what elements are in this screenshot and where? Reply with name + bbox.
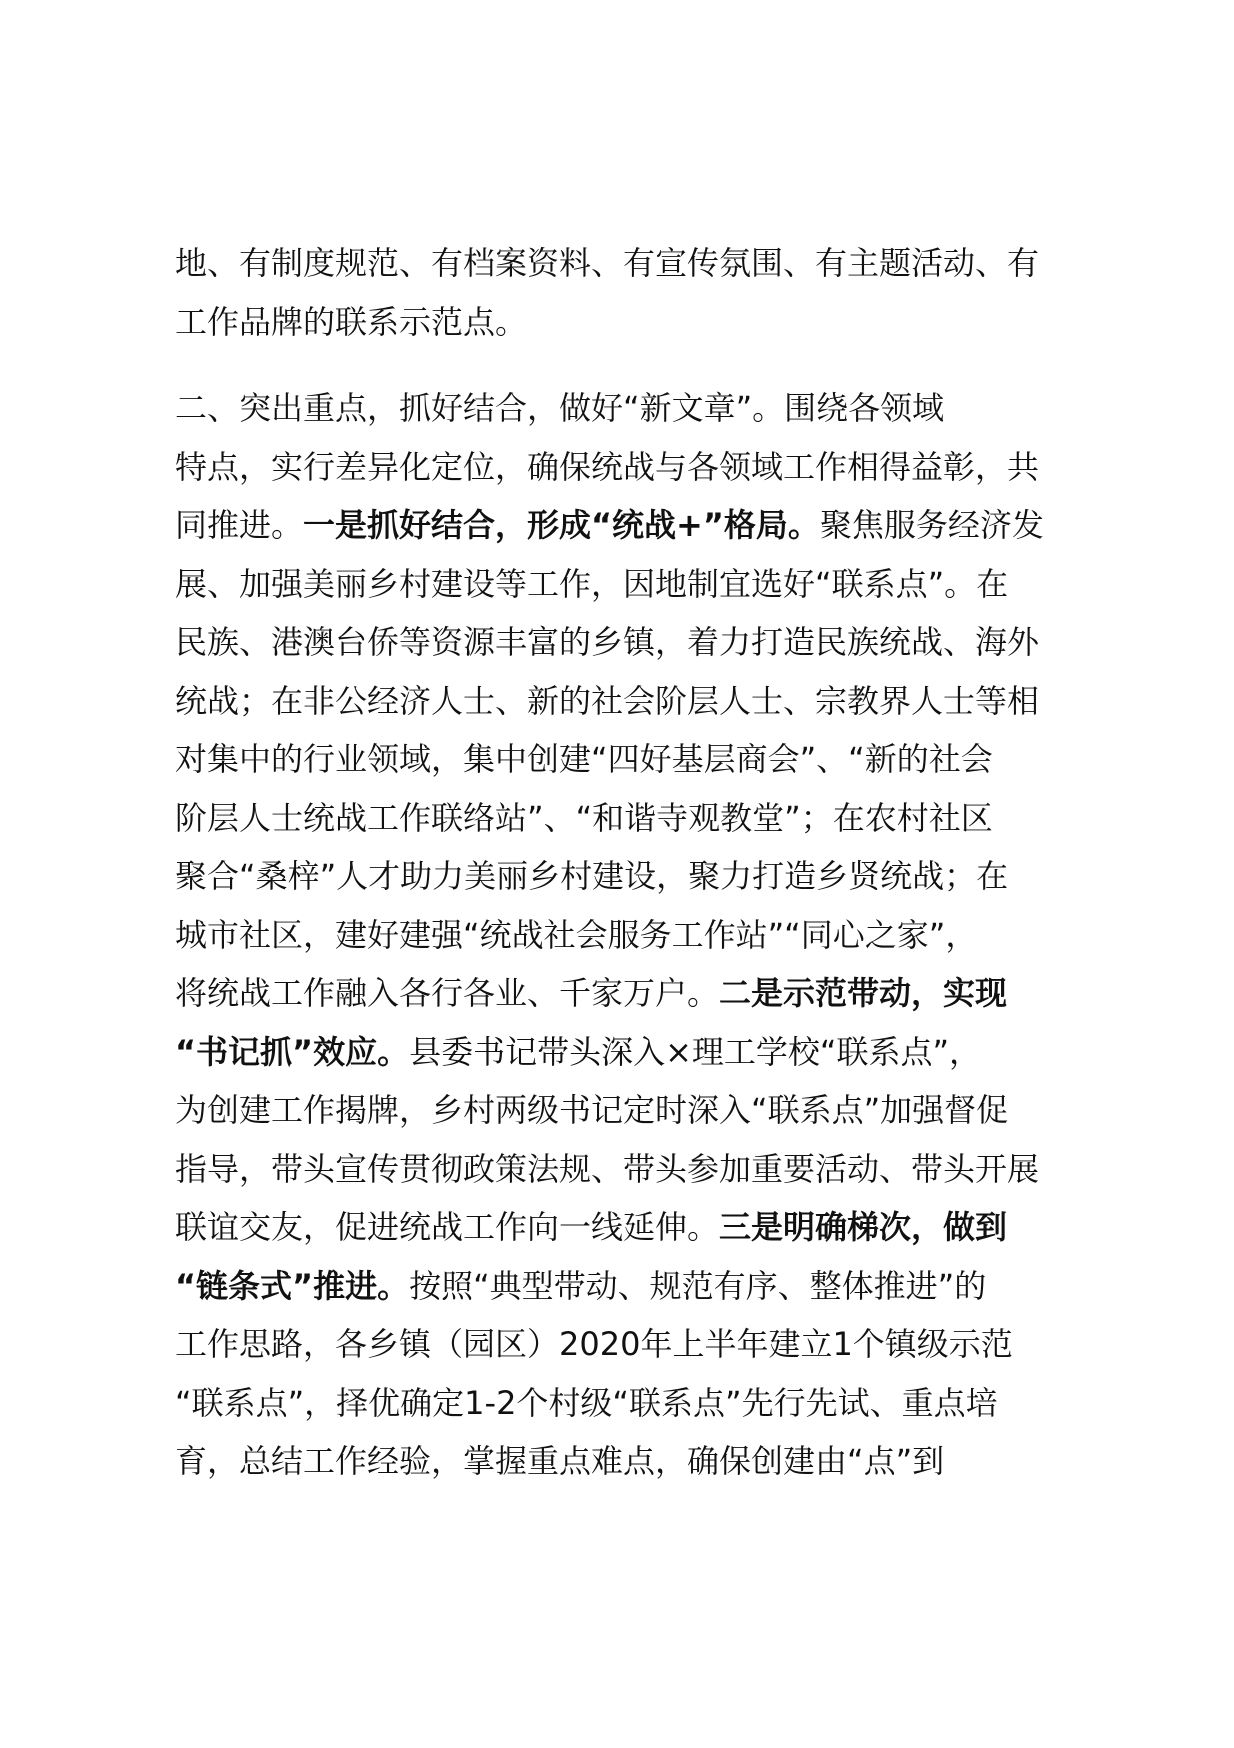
text-line <box>175 234 1085 293</box>
text-segment: 按照“典型带动、规范有序、整体推进”的 <box>409 1266 987 1305</box>
text-segment: 民族、港澳台侨等资源丰富的乡镇，着力打造民族统战、海外 <box>175 623 1040 661</box>
text-segment: 对集中的行业领域，集中创建“四好基层商会”、“新的社会 <box>175 740 993 778</box>
text-line <box>175 293 1085 352</box>
text-line <box>175 496 1085 555</box>
bold-text-segment: “书记抓”效应。 <box>175 1032 410 1071</box>
text-line <box>175 1023 1085 1082</box>
text-segment: 聚合“桑梓”人才助力美丽乡村建设，聚力打造乡贤统战；在 <box>175 857 1009 895</box>
bold-text-segment: “链条式”推进。 <box>175 1266 410 1305</box>
text-line <box>175 1432 1085 1491</box>
text-segment: 将统战工作融入各行各业、千家万户。 <box>175 974 720 1012</box>
text-line <box>175 964 1085 1023</box>
text-segment: 工作思路，各乡镇（园区）2020年上半年建立1个镇级示范 <box>175 1325 1013 1363</box>
text-line <box>175 1374 1085 1433</box>
text-segment: 二、突出重点，抓好结合，做好“新文章”。围绕各领域 <box>175 389 945 427</box>
text-line <box>175 847 1085 906</box>
paragraph-1 <box>175 234 1085 351</box>
text-line <box>175 613 1085 672</box>
paragraph-2 <box>175 379 1085 1491</box>
text-segment: 育，总结工作经验，掌握重点难点，确保创建由“点”到 <box>175 1442 945 1480</box>
bold-text-segment: 一是抓好结合，形成“统战+”格局。 <box>303 506 820 544</box>
document-body <box>175 234 1085 1491</box>
text-segment: “联系点”，择优确定1-2个村级“联系点”先行先试、重点培 <box>175 1383 998 1422</box>
text-line <box>175 555 1085 614</box>
text-segment: 地、有制度规范、有档案资料、有宣传氛围、有主题活动、有 <box>175 244 1040 282</box>
text-line <box>175 438 1085 497</box>
text-line <box>175 789 1085 848</box>
text-line <box>175 906 1085 965</box>
text-line <box>175 1315 1085 1374</box>
text-segment: 为创建工作揭牌，乡村两级书记定时深入“联系点”加强督促 <box>175 1091 1009 1129</box>
text-line <box>175 1198 1085 1257</box>
text-segment: 县委书记带头深入×理工学校“联系点”， <box>409 1032 982 1071</box>
text-line <box>175 672 1085 731</box>
paragraph-gap <box>175 351 1085 379</box>
text-segment: 工作品牌的联系示范点。 <box>175 302 528 341</box>
text-segment: 指导，带头宣传贯彻政策法规、带头参加重要活动、带头开展 <box>175 1149 1040 1188</box>
text-segment: 统战；在非公经济人士、新的社会阶层人士、宗教界人士等相 <box>175 681 1040 720</box>
text-line <box>175 379 1085 438</box>
bold-text-segment: 二是示范带动，实现 <box>719 974 1008 1012</box>
text-segment: 城市社区，建好建强“统战社会服务工作站”“同心之家”， <box>175 915 978 954</box>
bold-text-segment: 三是明确梯次，做到 <box>719 1208 1008 1246</box>
text-line <box>175 1140 1085 1199</box>
text-line <box>175 730 1085 789</box>
text-segment: 联谊交友，促进统战工作向一线延伸。 <box>175 1208 720 1246</box>
text-line <box>175 1257 1085 1316</box>
text-segment: 阶层人士统战工作联络站”、“和谐寺观教堂”；在农村社区 <box>175 798 993 837</box>
text-segment: 展、加强美丽乡村建设等工作，因地制宜选好“联系点”。在 <box>175 564 1009 603</box>
text-line <box>175 1081 1085 1140</box>
text-segment: 聚焦服务经济发 <box>819 506 1044 544</box>
text-segment: 特点，实行差异化定位，确保统战与各领域工作相得益彰，共 <box>175 447 1040 486</box>
text-segment: 同推进。 <box>175 506 304 544</box>
